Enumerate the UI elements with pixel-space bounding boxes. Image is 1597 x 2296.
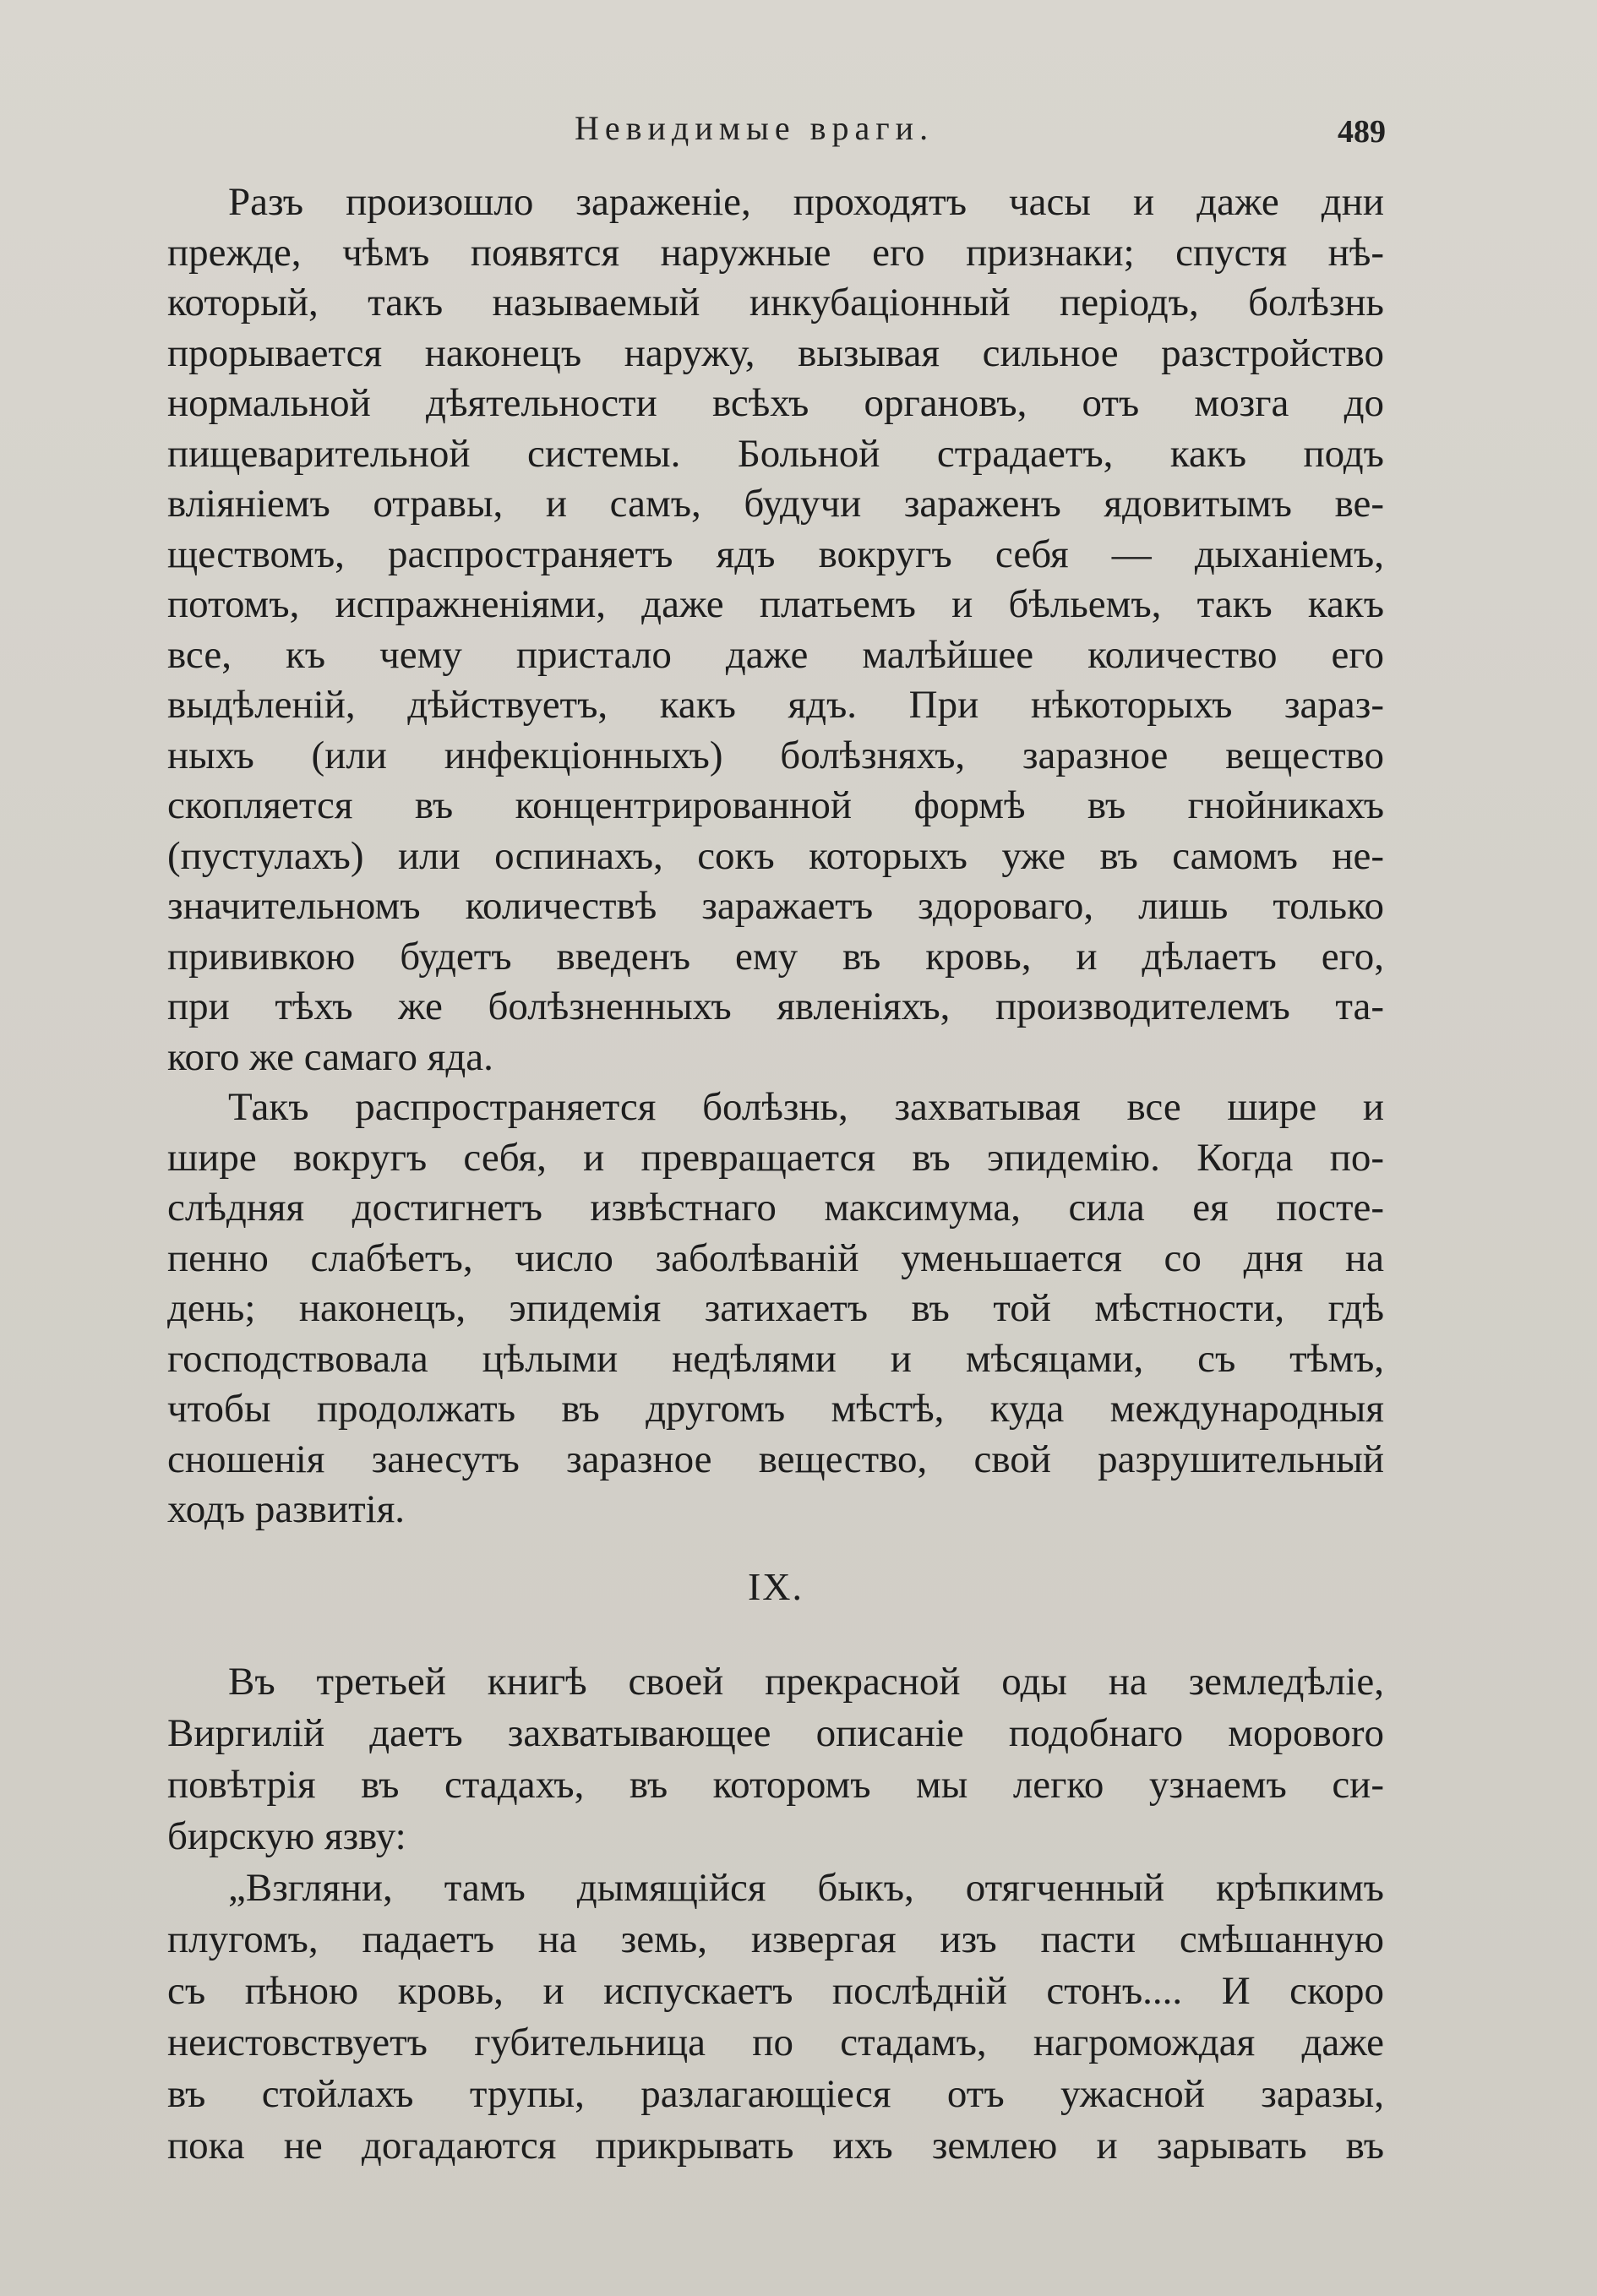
text-line: прививкою будетъ введенъ ему въ кровь, и дѣлаетъ его, xyxy=(167,934,1384,979)
text-line: кого же самаго яда. xyxy=(167,1034,493,1079)
text-line: пищеварительной системы. Больной страдаетъ, какъ подъ xyxy=(167,431,1384,476)
running-title: Невидимые враги. xyxy=(575,109,935,147)
text-line: пока не догадаются прикрывать ихъ землею и зарывать въ xyxy=(167,2123,1384,2168)
section-heading: IX. xyxy=(747,1564,804,1608)
text-line: господствовала цѣлыми недѣлями и мѣсяцами, съ тѣмъ, xyxy=(167,1336,1384,1381)
text-line: повѣтрія въ стадахъ, въ которомъ мы легко узнаемъ си- xyxy=(167,1762,1384,1807)
running-head xyxy=(169,108,1386,159)
text-line: прежде, чѣмъ появятся наружные его признаки; спустя нѣ- xyxy=(167,230,1384,275)
text-line: который, такъ называемый инкубаціонный періодъ, болѣзнь xyxy=(167,281,1384,324)
text-line: плугомъ, падаетъ на земь, извергая изъ пасти смѣшанную xyxy=(167,1917,1384,1961)
text-line: съ пѣною кровь, и испускаетъ послѣдній стонъ.... И скоро xyxy=(167,1968,1384,2013)
text-line: Въ третьей книгѣ своей прекрасной оды на земледѣліе, xyxy=(228,1659,1384,1704)
text-line: значительномъ количествѣ заражаетъ здороваго, лишь только xyxy=(167,884,1384,928)
text-line: неистовствуетъ губительница по стадамъ, нагромождая даже xyxy=(167,2020,1384,2064)
text-line: шире вокругъ себя, и превращается въ эпидемію. Когда по- xyxy=(167,1135,1384,1180)
paragraph-contagion xyxy=(167,177,1384,1083)
paragraph-epidemic xyxy=(167,1083,1384,1535)
text-line: потомъ, испражненіями, даже платьемъ и бѣльемъ, такъ какъ xyxy=(167,582,1384,626)
text-line: выдѣленій, дѣйствуетъ, какъ ядъ. При нѣкоторыхъ зараз- xyxy=(167,683,1384,727)
text-line: въ стойлахъ трупы, разлагающіеся отъ ужасной заразы, xyxy=(167,2071,1384,2116)
text-line: день; наконецъ, эпидемія затихаетъ въ той мѣстности, гдѣ xyxy=(167,1286,1384,1330)
text-line: чтобы продолжать въ другомъ мѣстѣ, куда международныя xyxy=(167,1387,1384,1431)
text-line: Виргилій даетъ захватывающее описаніе подобнаго моровоrо xyxy=(167,1710,1384,1755)
text-line: слѣдняя достигнетъ извѣстнаго максимума, сила ея посте- xyxy=(167,1186,1384,1230)
text-line: при тѣхъ же болѣзненныхъ явленіяхъ, производителемъ та- xyxy=(167,984,1384,1028)
page-number: 489 xyxy=(1338,114,1386,150)
paragraph-quote xyxy=(167,1862,1384,2172)
text-line: сношенія занесутъ заразное вещество, свой разрушительный xyxy=(167,1437,1384,1481)
text-block xyxy=(167,177,1384,2172)
text-line: вліяніемъ отравы, и самъ, будучи зараженъ ядовитымъ ве- xyxy=(167,482,1384,526)
text-line: все, къ чему пристало даже малѣйшее количество его xyxy=(167,632,1384,677)
paragraph-virgil xyxy=(167,1656,1384,1862)
text-line: бирскую язву: xyxy=(167,1813,406,1858)
text-line: прорывается наконецъ наружу, вызывая сильное разстройство xyxy=(167,330,1384,375)
text-line: пенно слабѣетъ, число заболѣваній уменьшается со дня на xyxy=(167,1235,1384,1280)
text-line: скопляется въ концентрированной формѣ въ гнойникахъ xyxy=(167,783,1384,827)
text-line: ныхъ (или инфекціонныхъ) болѣзняхъ, заразное вещество xyxy=(167,733,1384,777)
text-line: нормальной дѣятельности всѣхъ органовъ, отъ мозга до xyxy=(167,381,1384,425)
text-line: Разъ произошло зараженіе, проходятъ часы и даже дни xyxy=(228,180,1384,224)
text-line: „Взгляни, тамъ дымящійся быкъ, отягченный крѣпкимъ xyxy=(228,1865,1384,1910)
text-line: Такъ распространяется болѣзнь, захватывая все шире и xyxy=(228,1085,1384,1129)
text-line: (пустулахъ) или оспинахъ, сокъ которыхъ уже въ самомъ не- xyxy=(167,833,1384,878)
text-line: ществомъ, распространяетъ ядъ вокругъ себя — дыханіемъ, xyxy=(167,532,1384,576)
text-line: ходъ развитія. xyxy=(167,1487,406,1531)
